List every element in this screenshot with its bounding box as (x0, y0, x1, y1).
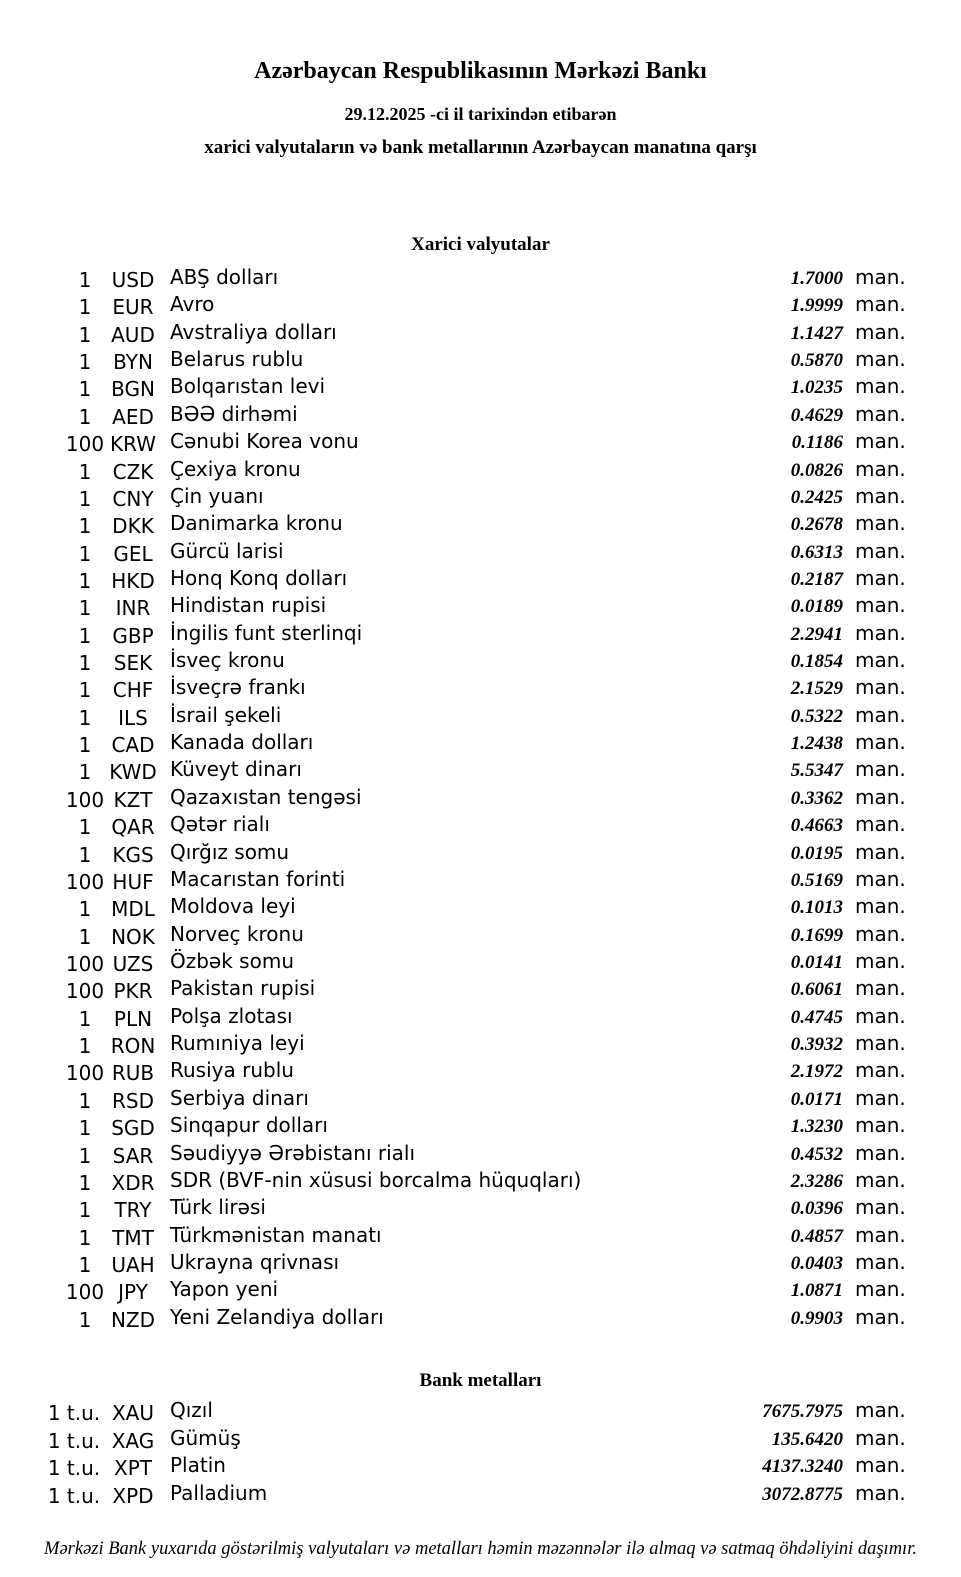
currency-code: USD (111, 268, 155, 292)
currency-name: Hindistan rupisi (170, 593, 327, 618)
unit-label: man. (855, 1425, 906, 1450)
currency-name: ABŞ dolları (170, 265, 279, 289)
rate-row (0, 621, 961, 648)
currency-code: RON (110, 1034, 156, 1059)
unit-label: man. (855, 921, 906, 946)
currency-code: RUB (111, 1061, 155, 1086)
unit-label: man. (855, 784, 906, 809)
unit-label: man. (855, 1140, 906, 1165)
quantity: 100 (65, 979, 105, 1004)
currency-code: SEK (113, 651, 153, 676)
currency-code: KGS (112, 842, 154, 867)
quantity: 1 (78, 1170, 92, 1195)
rate-value: 0.4532 (790, 1143, 843, 1165)
unit-label: man. (855, 265, 906, 289)
rate-value: 0.0141 (790, 951, 843, 973)
rate-value: 0.0826 (790, 459, 843, 481)
currency-code: KZT (113, 787, 153, 812)
unit-label: man. (855, 319, 906, 344)
currency-code: TRY (114, 1198, 152, 1223)
quantity: 1 (78, 377, 92, 402)
rate-row (0, 949, 961, 976)
rate-row (0, 457, 961, 484)
currency-code: AED (112, 404, 154, 429)
unit-label: man. (855, 1222, 906, 1247)
unit-label: man. (855, 401, 906, 426)
currency-name: Platin (170, 1453, 226, 1477)
quantity: 1 (78, 541, 92, 566)
rate-value: 0.2678 (790, 514, 843, 536)
quantity: 1 (78, 350, 92, 375)
rate-row (0, 757, 961, 784)
quantity: 1 (78, 623, 92, 648)
rate-row (0, 374, 961, 401)
rate-row (0, 894, 961, 921)
unit-label: man. (855, 292, 906, 317)
currency-code: XPT (114, 1456, 152, 1480)
currency-name: Çexiya kronu (170, 456, 301, 481)
currency-name: Qətər rialı (170, 812, 270, 837)
rate-row (0, 867, 961, 894)
currency-name: Pakistan rupisi (170, 976, 316, 1001)
unit-label: man. (855, 1398, 906, 1422)
rate-row (0, 812, 961, 839)
rate-row (0, 1168, 961, 1195)
currency-name: İsveçrə frankı (170, 675, 306, 700)
quantity: 1 (78, 1116, 92, 1141)
currency-name: Avro (170, 292, 215, 317)
currency-name: Norveç kronu (170, 921, 304, 946)
disclaimer-text: Mərkəzi Bank yuxarıda göstərilmiş valyutaları və metalları həmin məzənnələr ilə almaq və satmaq öhdəliyini daşımır. (44, 1539, 917, 1559)
currency-name: Gürcü larisi (170, 538, 284, 563)
currency-code: XPD (112, 1483, 154, 1508)
rate-value: 0.3932 (790, 1034, 843, 1056)
currency-name: Moldova leyi (170, 894, 296, 919)
quantity: 100 (65, 432, 105, 457)
rate-value: 1.1427 (790, 322, 843, 344)
rate-row (0, 429, 961, 456)
rate-value: 0.6061 (790, 979, 843, 1001)
unit-label: man. (855, 976, 906, 1001)
unit-label: man. (855, 1085, 906, 1110)
unit-label: man. (855, 1058, 906, 1083)
currency-name: Honq Konq dolları (170, 565, 348, 590)
currency-code: GEL (113, 541, 153, 566)
unit-label: man. (855, 374, 906, 399)
rate-row (0, 1141, 961, 1168)
currency-name: Danimarka kronu (170, 511, 343, 536)
rate-row (0, 1426, 961, 1454)
rate-value: 0.0396 (790, 1198, 843, 1220)
rate-row (0, 1113, 961, 1140)
currency-code: BYN (113, 350, 153, 375)
rate-value: 2.1972 (790, 1061, 843, 1083)
rate-value: 1.3230 (790, 1116, 843, 1138)
currency-name: Yapon yeni (170, 1277, 279, 1302)
currency-name: Sinqapur dolları (170, 1113, 328, 1138)
currency-name: Belarus rublu (170, 347, 304, 372)
unit-label: man. (855, 483, 906, 508)
currency-code: NZD (110, 1307, 156, 1332)
quantity: 1 t.u. (47, 1428, 101, 1453)
unit-label: man. (855, 866, 906, 891)
section-title-foreign-currencies: Xarici valyutalar (411, 234, 550, 255)
rate-value: 0.0403 (790, 1252, 843, 1274)
unit-label: man. (855, 675, 906, 700)
currency-code: HUF (112, 869, 154, 894)
rate-row (0, 347, 961, 374)
quantity: 1 (78, 842, 92, 867)
quantity: 1 (78, 568, 92, 593)
quantity: 1 (78, 815, 92, 840)
rate-row (0, 484, 961, 511)
quantity: 1 (78, 678, 92, 703)
quantity: 1 (78, 596, 92, 621)
currency-code: CNY (112, 486, 154, 511)
unit-label: man. (855, 702, 906, 727)
currency-name: Türk lirəsi (170, 1195, 266, 1220)
rate-row (0, 730, 961, 757)
page-title: Azərbaycan Respublikasının Mərkəzi Bankı (254, 58, 707, 84)
currency-name: Qırğız somu (170, 839, 290, 864)
rate-value: 0.0171 (790, 1088, 843, 1110)
rate-value: 1.0871 (790, 1280, 843, 1302)
currency-code: PLN (113, 1006, 153, 1031)
quantity: 1 (78, 733, 92, 758)
quantity: 1 t.u. (47, 1401, 101, 1425)
rate-value: 0.4629 (790, 404, 843, 426)
currency-code: XAG (111, 1428, 155, 1453)
currency-code: SGD (111, 1116, 155, 1141)
unit-label: man. (855, 648, 906, 673)
currency-code: MDL (111, 897, 155, 922)
unit-label: man. (855, 1113, 906, 1138)
currency-name: Səudiyyə Ərəbistanı rialı (170, 1140, 416, 1165)
currency-name: Çin yuanı (170, 483, 264, 508)
currency-code: EUR (112, 295, 154, 320)
unit-label: man. (855, 429, 906, 454)
quantity: 1 (78, 459, 92, 484)
currency-name: Kanada dolları (170, 730, 314, 755)
rate-value: 1.2438 (790, 733, 843, 755)
rate-value: 2.2941 (790, 623, 843, 645)
currency-code: ILS (118, 705, 148, 730)
rate-value: 0.2425 (790, 486, 843, 508)
rate-row (0, 1058, 961, 1085)
rate-value: 2.3286 (790, 1170, 843, 1192)
currency-code: RSD (112, 1088, 154, 1113)
quantity: 1 (78, 295, 92, 320)
currency-name: Bolqarıstan levi (170, 374, 326, 399)
rate-row (0, 1004, 961, 1031)
currency-name: İngilis funt sterlinqi (170, 620, 363, 645)
currency-name: Gümüş (170, 1425, 241, 1450)
unit-label: man. (855, 894, 906, 919)
currency-name: Türkmənistan manatı (170, 1222, 382, 1247)
rate-row (0, 539, 961, 566)
rate-value: 0.5322 (790, 705, 843, 727)
currency-code: XAU (111, 1401, 155, 1425)
rate-row (0, 1086, 961, 1113)
unit-label: man. (855, 1003, 906, 1028)
quantity: 1 (78, 924, 92, 949)
currency-name: Özbək somu (170, 948, 294, 973)
quantity: 100 (65, 869, 105, 894)
rate-value: 0.1854 (790, 651, 843, 673)
currency-code: KWD (109, 760, 157, 785)
rate-row (0, 511, 961, 538)
unit-label: man. (855, 1249, 906, 1274)
quantity: 1 (78, 1143, 92, 1168)
quantity: 1 (78, 322, 92, 347)
rate-value: 3072.8775 (762, 1483, 843, 1505)
currency-code: DKK (112, 514, 154, 539)
rate-value: 0.5169 (790, 869, 843, 891)
rate-row (0, 320, 961, 347)
currency-code: INR (115, 596, 151, 621)
currency-code: HKD (111, 568, 155, 593)
rate-value: 0.9903 (790, 1307, 843, 1329)
rate-row (0, 292, 961, 319)
metal-rate-table (0, 1398, 961, 1508)
quantity: 1 (78, 651, 92, 676)
currency-code: XDR (111, 1170, 155, 1195)
currency-code: NOK (111, 924, 155, 949)
currency-code: SAR (112, 1143, 154, 1168)
rate-row (0, 1305, 961, 1332)
unit-label: man. (855, 538, 906, 563)
rate-value: 1.0235 (790, 377, 843, 399)
currency-code: CHF (112, 678, 154, 703)
rate-value: 0.1186 (791, 432, 843, 454)
rate-value: 7675.7975 (762, 1401, 843, 1422)
unit-label: man. (855, 1304, 906, 1329)
rate-row (0, 1195, 961, 1222)
quantity: 1 (78, 897, 92, 922)
currency-code: QAR (111, 815, 155, 840)
rate-row (0, 1031, 961, 1058)
quantity: 100 (65, 1280, 105, 1305)
rate-row (0, 976, 961, 1003)
currency-code: JPY (118, 1280, 148, 1305)
rate-value: 5.5347 (790, 760, 843, 782)
rate-value: 0.1699 (790, 924, 843, 946)
rate-row (0, 402, 961, 429)
rate-value: 0.0189 (790, 596, 843, 618)
rate-row (0, 1223, 961, 1250)
page-subtitle: xarici valyutaların və bank metallarının Azərbaycan manatına qarşı (204, 137, 757, 158)
currency-code: UAH (111, 1252, 155, 1277)
currency-code: CZK (112, 459, 154, 484)
currency-name: Macarıstan forinti (170, 866, 346, 891)
currency-code: AUD (111, 322, 155, 347)
unit-label: man. (855, 456, 906, 481)
currency-name: Yeni Zelandiya dolları (170, 1304, 384, 1329)
quantity: 100 (65, 1061, 105, 1086)
currency-rate-table (0, 265, 961, 1332)
currency-code: PKR (113, 979, 153, 1004)
currency-code: TMT (112, 1225, 154, 1250)
currency-name: Palladium (170, 1480, 268, 1505)
quantity: 1 (78, 514, 92, 539)
quantity: 1 (78, 760, 92, 785)
unit-label: man. (855, 812, 906, 837)
unit-label: man. (855, 565, 906, 590)
currency-code: KRW (110, 432, 156, 457)
currency-code: GBP (112, 623, 154, 648)
rate-row (0, 675, 961, 702)
currency-name: Küveyt dinarı (170, 757, 302, 782)
rate-value: 0.5870 (790, 350, 843, 372)
rate-value: 0.2187 (790, 568, 843, 590)
rate-value: 0.4745 (790, 1006, 843, 1028)
rate-row (0, 265, 961, 292)
rate-value: 1.7000 (790, 268, 843, 289)
currency-code: BGN (111, 377, 155, 402)
rate-value: 0.3362 (790, 787, 843, 809)
rate-row (0, 1398, 961, 1426)
currency-name: Rusiya rublu (170, 1058, 294, 1083)
unit-label: man. (855, 1453, 906, 1477)
effective-date: 29.12.2025 -ci il tarixindən etibarən (344, 104, 617, 124)
section-title-bank-metals: Bank metalları (419, 1370, 542, 1391)
unit-label: man. (855, 593, 906, 618)
currency-name: Cənubi Korea vonu (170, 429, 359, 454)
currency-name: Avstraliya dolları (170, 319, 337, 344)
currency-name: Rumıniya leyi (170, 1031, 305, 1056)
unit-label: man. (855, 620, 906, 645)
quantity: 1 (78, 268, 92, 292)
currency-name: Qızıl (170, 1398, 213, 1422)
unit-label: man. (855, 1031, 906, 1056)
rate-row (0, 1250, 961, 1277)
rate-row (0, 703, 961, 730)
quantity: 1 (78, 1252, 92, 1277)
unit-label: man. (855, 1167, 906, 1192)
currency-code: CAD (111, 733, 155, 758)
rate-value: 2.1529 (790, 678, 843, 700)
quantity: 1 (78, 1088, 92, 1113)
rate-row (0, 785, 961, 812)
rate-row (0, 840, 961, 867)
rate-value: 4137.3240 (762, 1456, 843, 1477)
unit-label: man. (855, 730, 906, 755)
quantity: 1 (78, 1006, 92, 1031)
rate-value: 0.0195 (790, 842, 843, 864)
rate-row (0, 566, 961, 593)
quantity: 1 (78, 1307, 92, 1332)
quantity: 1 t.u. (47, 1456, 101, 1480)
quantity: 1 t.u. (47, 1483, 101, 1508)
rate-value: 0.1013 (790, 897, 843, 919)
rate-row (0, 593, 961, 620)
currency-name: Serbiya dinarı (170, 1085, 309, 1110)
unit-label: man. (855, 839, 906, 864)
rate-value: 0.6313 (790, 541, 843, 563)
rate-row (0, 1481, 961, 1509)
rate-value: 0.4857 (790, 1225, 843, 1247)
quantity: 100 (65, 951, 105, 976)
unit-label: man. (855, 347, 906, 372)
rate-row (0, 1277, 961, 1304)
unit-label: man. (855, 757, 906, 782)
quantity: 1 (78, 1225, 92, 1250)
quantity: 1 (78, 486, 92, 511)
currency-name: BƏƏ dirhəmi (170, 401, 298, 426)
rate-value: 0.4663 (790, 815, 843, 837)
currency-code: UZS (112, 951, 154, 976)
unit-label: man. (855, 511, 906, 536)
quantity: 1 (78, 1034, 92, 1059)
quantity: 1 (78, 705, 92, 730)
rate-row (0, 648, 961, 675)
currency-name: İsveç kronu (170, 648, 285, 673)
quantity: 100 (65, 787, 105, 812)
currency-name: SDR (BVF-nin xüsusi borcalma hüquqları) (170, 1167, 582, 1192)
unit-label: man. (855, 1480, 906, 1505)
rate-value: 1.9999 (790, 295, 843, 317)
quantity: 1 (78, 1198, 92, 1223)
rate-row (0, 922, 961, 949)
quantity: 1 (78, 404, 92, 429)
rate-row (0, 1453, 961, 1481)
rate-value: 135.6420 (771, 1428, 843, 1450)
currency-name: Qazaxıstan tengəsi (170, 784, 362, 809)
currency-name: Polşa zlotası (170, 1003, 293, 1028)
unit-label: man. (855, 1195, 906, 1220)
unit-label: man. (855, 948, 906, 973)
currency-name: İsrail şekeli (170, 702, 282, 727)
currency-name: Ukrayna qrivnası (170, 1249, 340, 1274)
unit-label: man. (855, 1277, 906, 1302)
